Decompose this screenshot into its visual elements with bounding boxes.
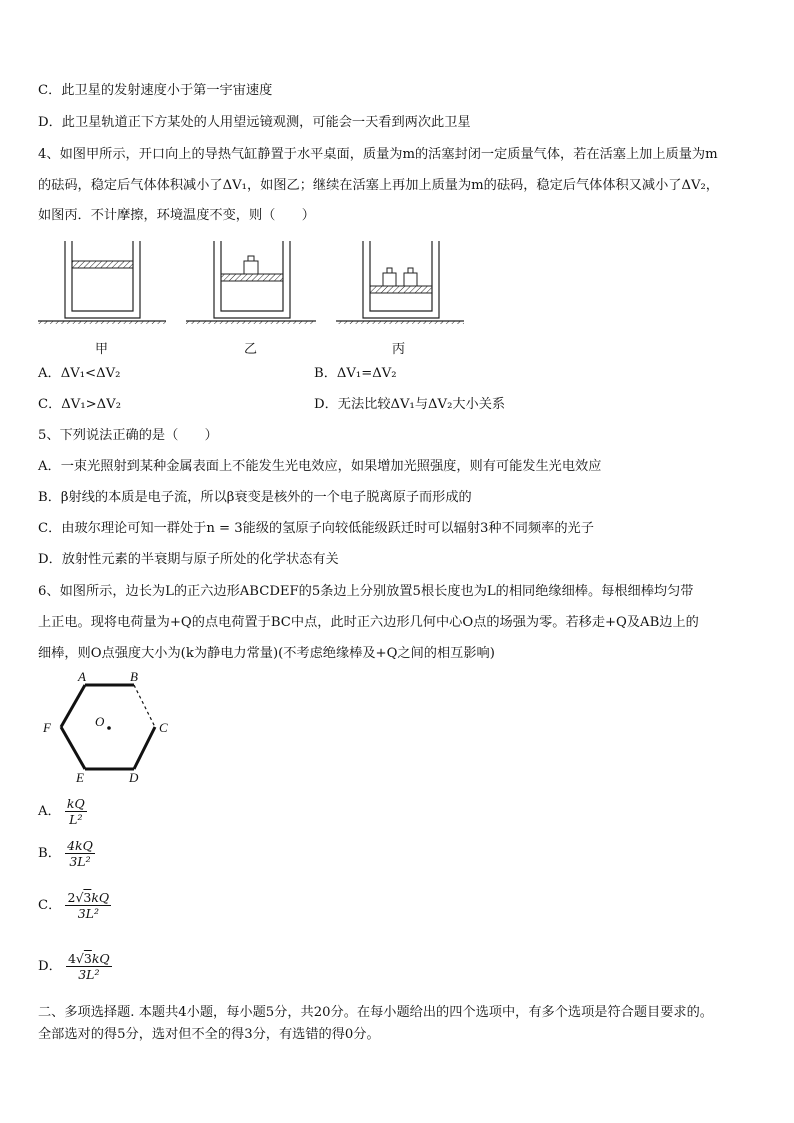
vertex-label-d: D	[129, 770, 139, 785]
q6-option-a-fraction	[65, 796, 87, 827]
q6-option-d	[38, 951, 112, 982]
rod-ef	[61, 727, 85, 769]
q5-option-a: A．一束光照射到某种金属表面上不能发生光电效应，如果增加光照强度，则有可能发生光电效应	[38, 459, 602, 474]
q5-option-d: D．放射性元素的半衰期与原子所处的化学状态有关	[38, 552, 339, 567]
vertex-label-c: C	[159, 720, 168, 735]
q6-hexagon-figure	[38, 670, 178, 785]
q6-option-d-rest: kQ	[91, 951, 110, 966]
q6-option-d-denominator: 3L²	[78, 967, 100, 982]
q6-stem-line2: 上正电。现将电荷量为+Q的点电荷置于BC中点，此时正六边形几何中心O点的场强为零。若移走+Q及AB边上的	[38, 615, 699, 630]
center-point-o	[107, 726, 111, 730]
q6-option-c-label: C．	[38, 898, 62, 913]
caption-jia: 甲	[95, 342, 109, 357]
caption-yi: 乙	[244, 342, 258, 357]
q6-option-c	[38, 890, 111, 921]
q4-option-d: D．无法比较ΔV₁与ΔV₂大小关系	[314, 397, 506, 412]
center-label-o: O	[95, 714, 105, 729]
vertex-label-a: A	[78, 670, 86, 684]
q5-option-c: C．由玻尔理论可知一群处于n = 3能级的氢原子向较低能级跃迁时可以辐射3种不同频率的光子	[38, 521, 594, 536]
q6-option-b-denominator: 3L²	[69, 854, 91, 869]
vertex-label-f: F	[43, 720, 51, 735]
q6-option-c-numerator: 2√3kQ	[67, 890, 110, 905]
q4-cylinder-figure	[36, 236, 466, 328]
q6-option-c-fraction	[65, 890, 111, 921]
q6-option-d-numerator: 4√3kQ	[67, 951, 110, 966]
vertex-label-e: E	[76, 770, 84, 785]
rod-fa	[61, 685, 85, 727]
q6-option-b	[38, 838, 95, 869]
q6-option-d-radicand: 3	[83, 951, 92, 966]
q6-option-b-fraction	[65, 838, 95, 869]
q6-option-a-label: A．	[38, 804, 61, 819]
q6-stem-line3: 细棒，则O点强度大小为(k为静电力常量)(不考虑绝缘棒及+Q之间的相互影响)	[38, 646, 495, 661]
q6-option-d-coef: 4	[67, 951, 76, 966]
cylinder-yi	[186, 241, 316, 324]
q6-option-a	[38, 796, 87, 827]
q4-stem-line1: 4、如图甲所示，开口向上的导热气缸静置于水平桌面，质量为m的活塞封闭一定质量气体，若在活塞上加上质量为m	[38, 147, 718, 162]
side-bc-dashed	[134, 685, 155, 727]
q5-option-b: B．β射线的本质是电子流，所以β衰变是核外的一个电子脱离原子而形成的	[38, 490, 472, 505]
section2-heading-line2: 全部选对的得5分，选对但不全的得3分，有选错的得0分。	[38, 1027, 380, 1042]
q4-option-c: C．ΔV₁>ΔV₂	[38, 397, 121, 412]
q6-option-c-denominator: 3L²	[77, 906, 99, 921]
q6-option-c-rest: kQ	[91, 890, 110, 905]
q4-stem-line3: 如图丙．不计摩擦，环境温度不变，则（ ）	[38, 208, 315, 223]
q6-stem-line1: 6、如图所示，边长为L的正六边形ABCDEF的5条边上分别放置5根长度也为L的相同绝缘细棒。每根细棒均匀带	[38, 584, 694, 599]
q6-option-a-numerator: kQ	[66, 796, 85, 811]
q4-option-b: B．ΔV₁=ΔV₂	[314, 366, 397, 381]
vertex-label-b: B	[130, 670, 138, 684]
cylinder-bing	[336, 241, 464, 324]
q6-option-a-denominator: L²	[69, 812, 83, 827]
q5-stem: 5、下列说法正确的是（ ）	[38, 428, 218, 443]
caption-bing: 丙	[392, 342, 406, 357]
q6-option-d-label: D．	[38, 959, 62, 974]
q6-option-b-label: B．	[38, 846, 61, 861]
q4-stem-line2: 的砝码，稳定后气体体积减小了ΔV₁，如图乙；继续在活塞上再加上质量为m的砝码，稳定后气体体积又减小了ΔV₂，	[38, 178, 719, 193]
q6-option-c-coef: 2	[67, 890, 76, 905]
cylinder-jia	[38, 241, 166, 324]
q6-option-d-fraction	[66, 951, 112, 982]
q6-option-c-radicand: 3	[83, 890, 92, 905]
rod-cd	[134, 727, 155, 769]
q3-option-d: D．此卫星轨道正下方某处的人用望远镜观测，可能会一天看到两次此卫星	[38, 115, 471, 130]
section2-heading-line1: 二、多项选择题. 本题共4小题，每小题5分，共20分。在每小题给出的四个选项中，有多个选项是符合题目要求的。	[38, 1005, 713, 1020]
q3-option-c: C．此卫星的发射速度小于第一宇宙速度	[38, 83, 273, 98]
q4-option-a: A．ΔV₁<ΔV₂	[38, 366, 121, 381]
q6-option-b-numerator: 4kQ	[67, 838, 93, 853]
